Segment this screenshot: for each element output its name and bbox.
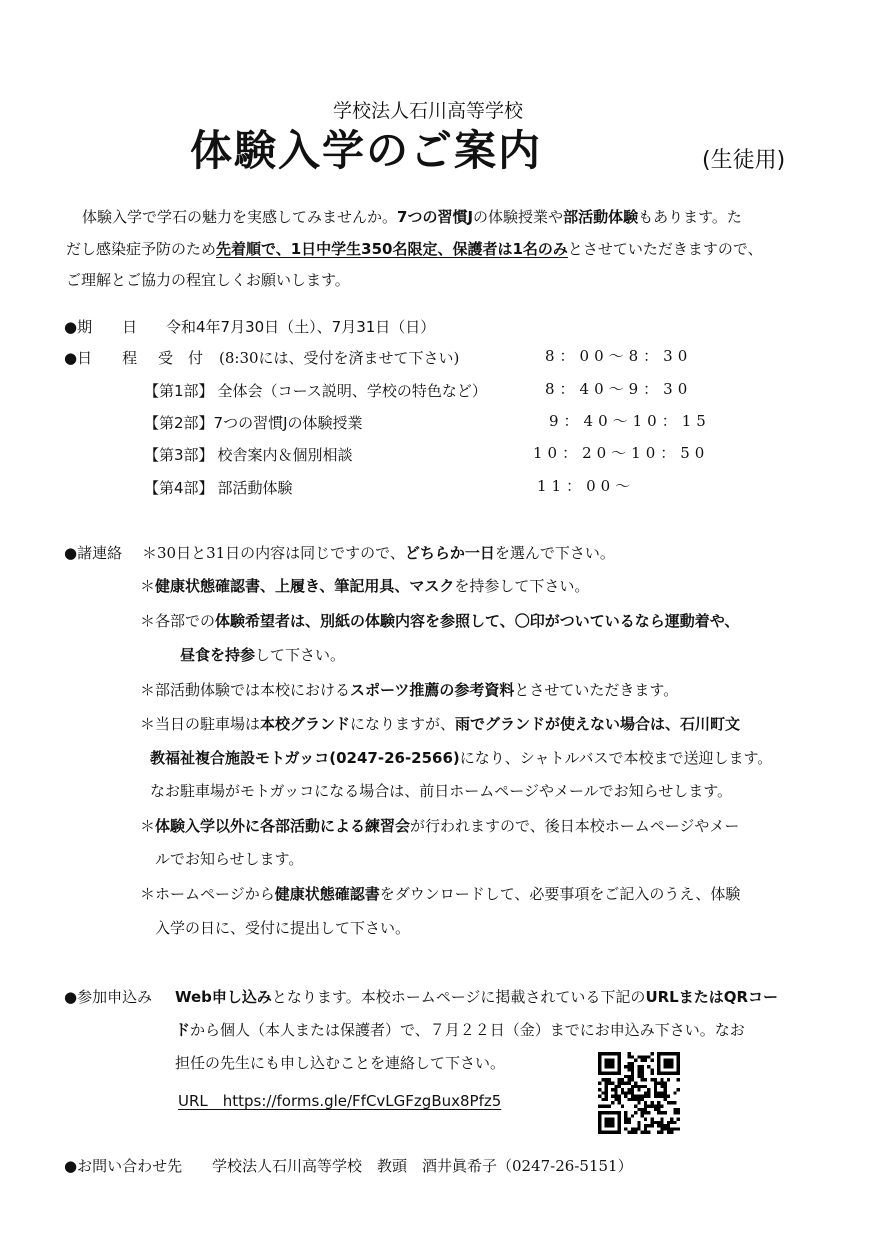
- part-tag: 【第1部】: [144, 382, 214, 400]
- apply-highlight: Web申し込み: [175, 988, 272, 1006]
- part-tag: 【第2部】: [144, 414, 214, 432]
- note-highlight: 昼食を持参: [180, 646, 256, 664]
- note-highlight: 教福祉複合施設モトガッコ(0247-26-2566): [150, 749, 460, 767]
- school-name: 学校法人石川高等学校: [333, 100, 524, 122]
- apply-text: から個人（本人または保護者）で、７月２２日（金）までにお申込み下さい。なお: [190, 1021, 745, 1039]
- qr-code-icon[interactable]: [598, 1052, 680, 1134]
- note-text: になり、シャトルバスで本校まで送迎します。: [459, 749, 773, 767]
- intro-text: だし感染症予防のため: [66, 240, 217, 258]
- note-2: [140, 572, 589, 600]
- date-value: 令和4年7月30日（土）、7月31日（日）: [166, 318, 436, 336]
- note-highlight: 体験希望者は、別紙の体験内容を参照して、〇印がついているなら運動着や、: [215, 612, 740, 630]
- intro-text: 体験入学で学石の魅力を実感してみませんか。: [82, 208, 398, 226]
- part-2-time: 9：40〜10：15: [549, 412, 711, 430]
- part-tag: 【第3部】: [144, 446, 214, 464]
- part-name: 7つの習慣Jの体験授業: [213, 414, 363, 432]
- note-highlight: 健康状態確認書、上履き、筆記用具、マスク: [155, 577, 455, 595]
- note-text: を持参して下さい。: [454, 577, 590, 595]
- notes-label: ●諸連絡: [64, 544, 123, 562]
- part-1-time: 8：40〜9：30: [545, 380, 693, 398]
- contact-value: 学校法人石川高等学校 教頭 酒井眞希子（0247-26-5151）: [212, 1157, 633, 1175]
- intro-line-3: ご理解とご協力の程宜しくお願いします。: [66, 271, 350, 289]
- note-5-cont: [150, 744, 772, 772]
- intro-line-2: [66, 235, 763, 263]
- note-4: [140, 676, 678, 704]
- schedule-part-1: [144, 377, 487, 405]
- intro-line-1: [82, 203, 742, 231]
- part-name: 全体会: [217, 382, 263, 400]
- note-highlight: 体験入学以外に各部活動による練習会: [155, 817, 411, 835]
- note-highlight: 雨でグランドが使えない場合は、石川町文: [455, 715, 741, 733]
- apply-highlight: ド: [175, 1021, 191, 1039]
- intro-text: もあります。た: [638, 208, 742, 226]
- note-text: になりますが、: [350, 715, 456, 733]
- note-5: [140, 710, 740, 738]
- schedule-part-2: [144, 409, 363, 437]
- intro-highlight: 部活動体験: [563, 208, 639, 226]
- part-4-time: 11：00〜: [537, 477, 636, 495]
- note-text: とさせていただきます。: [514, 681, 679, 699]
- note-text: を選んで下さい。: [494, 544, 615, 562]
- note-text: ＊当日の駐車場は: [140, 715, 261, 733]
- apply-highlight: URLまたはQRコー: [645, 988, 779, 1006]
- schedule-part-4: [144, 474, 293, 502]
- schedule-label: ●日 程: [64, 349, 138, 367]
- part-3-time: 10：20〜10：50: [533, 444, 710, 462]
- part-tag: 【第4部】: [144, 479, 214, 497]
- note-text: をダウンロードして、必要事項をご記入のうえ、体験: [379, 885, 741, 903]
- note-text: ＊: [140, 817, 156, 835]
- note-text: して下さい。: [255, 646, 346, 664]
- note-text: が行われますので、後日本校ホームページやメー: [410, 817, 740, 835]
- note-text: ＊各部での: [140, 612, 216, 630]
- intro-highlight: 先着順で、1日中学生350名限定、保護者は1名のみ: [216, 240, 568, 258]
- note-6: [140, 812, 739, 840]
- registration-url-link[interactable]: URL https://forms.gle/FfCvLGFzgBux8Pfz5: [178, 1092, 502, 1110]
- note-highlight: どちらか一日: [404, 544, 495, 562]
- note-text: ＊部活動体験では本校における: [140, 681, 351, 699]
- apply-line-1: [175, 983, 778, 1011]
- apply-label: ●参加申込み: [64, 988, 153, 1006]
- reception-time: 8：00〜8：30: [545, 347, 693, 365]
- note-highlight: 本校グランド: [260, 715, 351, 733]
- apply-line-2: [175, 1016, 745, 1044]
- intro-text: の体験授業や: [473, 208, 564, 226]
- note-text: ＊30日と31日の内容は同じですので、: [142, 544, 405, 562]
- part-note: （コース説明、学校の特色など）: [262, 382, 487, 400]
- note-highlight: 健康状態確認書: [274, 885, 380, 903]
- intro-highlight: 7つの習慣J: [397, 208, 474, 226]
- schedule-part-3: [144, 441, 353, 469]
- page-title: 体験入学のご案内: [190, 126, 543, 175]
- note-7: [140, 880, 740, 908]
- date-label: ●期 日: [64, 318, 138, 336]
- note-highlight: スポーツ推薦の参考資料: [350, 681, 515, 699]
- reception-label: 受 付: [158, 349, 204, 367]
- note-6-cont: ルでお知らせします。: [155, 850, 304, 868]
- intro-text: とさせていただきますので、: [567, 240, 763, 258]
- part-name: 校舎案内＆個別相談: [217, 446, 353, 464]
- note-text: ＊: [140, 577, 156, 595]
- apply-text: となります。本校ホームページに掲載されている下記の: [271, 988, 646, 1006]
- reception-note: (8:30には、受付を済ませて下さい): [219, 349, 460, 367]
- note-text: ＊ホームページから: [140, 885, 275, 903]
- part-name: 部活動体験: [217, 479, 293, 497]
- apply-line-3: 担任の先生にも申し込むことを連絡して下さい。: [175, 1054, 506, 1072]
- contact-label: ●お問い合わせ先: [64, 1157, 183, 1175]
- note-1: [142, 539, 615, 567]
- page-subtitle: (生徒用): [702, 148, 786, 173]
- note-3: [140, 607, 739, 635]
- note-3-cont: [180, 641, 345, 669]
- note-7-cont: 入学の日に、受付に提出して下さい。: [155, 919, 411, 937]
- note-5-cont-2: なお駐車場がモトガッコになる場合は、前日ホームページやメールでお知らせします。: [150, 782, 733, 800]
